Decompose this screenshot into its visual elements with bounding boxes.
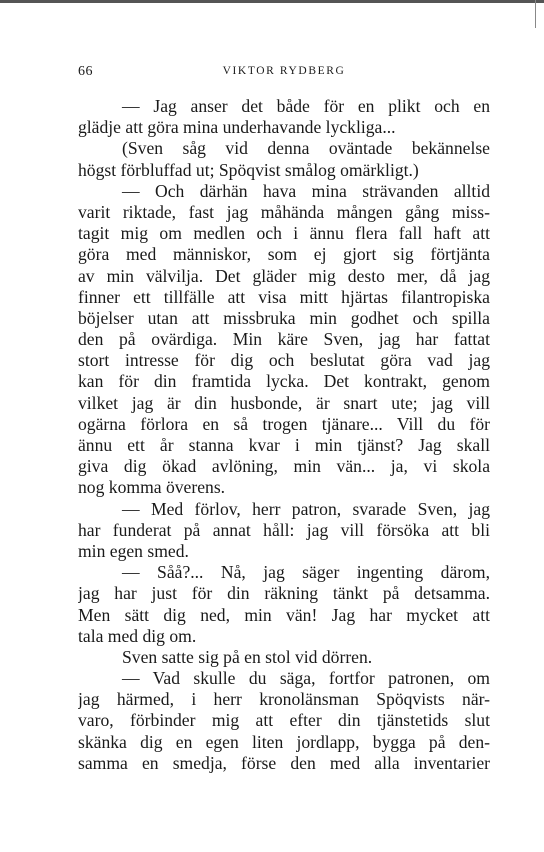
page-number: 66 (78, 64, 93, 79)
text-line: Sven satte sig på en stol vid dörren. (122, 646, 373, 667)
text-line: nog komma överens. (78, 477, 226, 498)
text-line: — Och därhän hava mina strävanden alltid (122, 180, 490, 201)
text-line: samma en smedja, förse den med alla inventarier (78, 752, 490, 773)
text-line: (Sven såg vid denna oväntade bekännelse (122, 138, 490, 159)
text-line: min egen smed. (78, 540, 189, 561)
text-line: tagit mig om medlen och i ännu flera fall haft att (78, 223, 490, 244)
text-line: — Vad skulle du säga, fortfor patronen, om (122, 668, 490, 689)
text-line: — Jag anser det både för en plikt och en (122, 96, 490, 116)
text-line: böjelser utan att missbruka min godhet och spilla (78, 307, 490, 328)
right-edge-rule (535, 0, 536, 28)
running-head: VIKTOR RYDBERG (222, 65, 346, 77)
text-line: högst förbluffad ut; Spöqvist smålog omärkligt.) (78, 159, 419, 180)
page-header (78, 64, 490, 84)
text-line: jag härmed, i herr kronolänsman Spöqvists när- (78, 689, 490, 710)
text-line: glädje att göra mina underhavande lyckliga... (78, 117, 396, 138)
text-line: stort intresse för dig och beslutat göra vad jag (78, 350, 490, 371)
text-line: ännu ett år stanna kvar i min tjänst? Jag skall (78, 435, 490, 455)
text-line: finner ett tillfälle att visa mitt hjärtas filantropiska (78, 286, 490, 307)
text-line: giva dig ökad avlöning, min vän... ja, vi skola (78, 456, 490, 477)
text-line: jag har just för din räkning tänkt på detsamma. (78, 583, 490, 604)
text-line: göra med människor, som ej gjort sig förtjänta (78, 244, 490, 265)
body-text (78, 96, 490, 774)
text-line: tala med dig om. (78, 625, 197, 646)
text-line: ogärna förlora en så trogen tjänare... Vill du för (78, 413, 490, 434)
text-line: varo, förbinder mig att efter din tjänstetids slut (78, 710, 490, 731)
text-line: varit riktade, fast jag måhända mången gång miss- (78, 201, 490, 222)
text-line: skänka dig en egen liten jordlapp, bygga på den- (78, 731, 490, 752)
text-line: — Såå?... Nå, jag säger ingenting därom, (122, 562, 490, 583)
text-line: kan för din framtida lycka. Det kontrakt, genom (78, 371, 490, 392)
text-line: Men sätt dig ned, min vän! Jag har mycket att (78, 604, 490, 625)
text-line: vilket jag är din husbonde, är snart ute; jag vill (78, 392, 490, 413)
text-line: den på ovärdiga. Min käre Sven, jag har fattat (78, 329, 490, 350)
text-line: har funderat på annat håll: jag vill försöka att bli (78, 519, 490, 540)
top-border-rule (0, 0, 544, 3)
text-line: av min välvilja. Det gläder mig desto mer, då jag (78, 265, 490, 286)
text-line: — Med förlov, herr patron, svarade Sven, jag (122, 498, 490, 519)
